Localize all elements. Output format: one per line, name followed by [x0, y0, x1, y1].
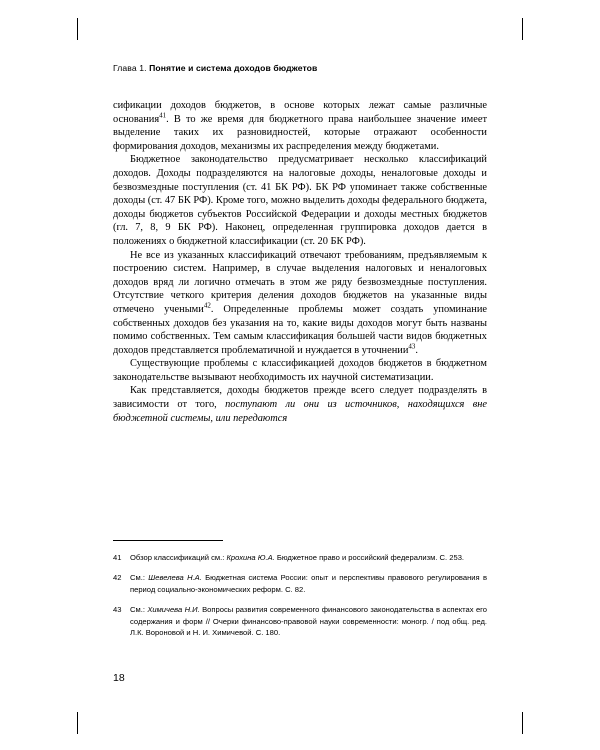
- footnote-separator-rule: [113, 540, 223, 541]
- body-paragraph: Не все из указанных классификаций отвечают требованиям, предъявляемым к построению систем. Например, в случае выделения налоговых и неналоговых доходов вряд ли логично отмечать в этом же ряду безвозмездные поступления. Отсутствие четкого критерия деления доходов бюджетов на указанные виды отмечено учеными$^{42}$. Определенные проблемы может создать упоминание собственных доходов без указания на то, какие виды доходов могут быть названы помимо собственных. Тем самым классификация большей части видов бюджетных доходов представляется проблематичной и нуждается в уточнении$^{43}$.: [113, 249, 487, 356]
- running-head-chapter-number: Глава 1.: [113, 63, 147, 73]
- body-paragraph: Бюджетное законодательство предусматривает несколько классификаций доходов. Доходы подразделяются на налоговые доходы, неналоговые доходы и безвозмездные поступления (ст. 41 БК РФ). БК РФ упоминает также собственные доходы (ст. 47 БК РФ). Кроме того, можно выделить доходы федерального бюджета, доходы бюджетов субъектов Российской Федерации и доходы местных бюджетов (гл. 7, 8, 9 БК РФ). Наконец, определенная группировка доходов дается в положениях о бюджетной классификации (ст. 20 БК РФ).: [113, 154, 487, 247]
- page-number: 18: [113, 672, 125, 684]
- body-paragraph: Существующие проблемы с классификацией доходов бюджетов в бюджетном законодательстве вызывают необходимость их научной систематизации.: [113, 358, 487, 383]
- footnote-text: См.: Химичева Н.И. Вопросы развития современного финансового законодательства в аспектах его содержания и форм // Очерки финансово-правовой науки современности: моногр. / под общ. ред. Л.К. Вороновой и Н. И. Химичевой. С. 180.: [130, 605, 487, 638]
- footnote-text: Обзор классификаций см.: Крохина Ю.А. Бюджетное право и российский федерализм. С. 253.: [130, 553, 465, 562]
- crop-mark-top-left-vertical: [77, 18, 78, 40]
- footnote: [113, 572, 487, 595]
- page-content: [113, 63, 487, 425]
- body-text: [113, 99, 487, 425]
- crop-mark-bottom-right-vertical: [522, 712, 523, 734]
- footnote: [113, 552, 487, 563]
- footnote-text: См.: Шевелева Н.А. Бюджетная система России: опыт и перспективы правового регулирования в период социально-экономических реформ. С. 82.: [130, 573, 487, 594]
- body-paragraph: сификации доходов бюджетов, в основе которых лежат самые различные основания$^{41}$. В то же время для бюджетного права наибольшее значение имеет выделение таких их разновидностей, которые отражают особенности формирования доходов, механизмы их распределения между бюджетами.: [113, 100, 487, 152]
- footnotes-block: [113, 552, 487, 647]
- running-head-chapter-title: Понятие и система доходов бюджетов: [149, 63, 318, 73]
- footnote: [113, 604, 487, 638]
- body-paragraph: Как представляется, доходы бюджетов прежде всего следует подразделять в зависимости от того, поступают ли они из источников, находящихся вне бюджетной системы, или передаются: [113, 385, 487, 424]
- crop-mark-top-right-vertical: [522, 18, 523, 40]
- running-head: [113, 63, 487, 73]
- footnote-number: 42: [113, 573, 122, 583]
- footnote-number: 41: [113, 553, 122, 562]
- crop-mark-bottom-left-vertical: [77, 712, 78, 734]
- footnote-number: 43: [113, 605, 122, 615]
